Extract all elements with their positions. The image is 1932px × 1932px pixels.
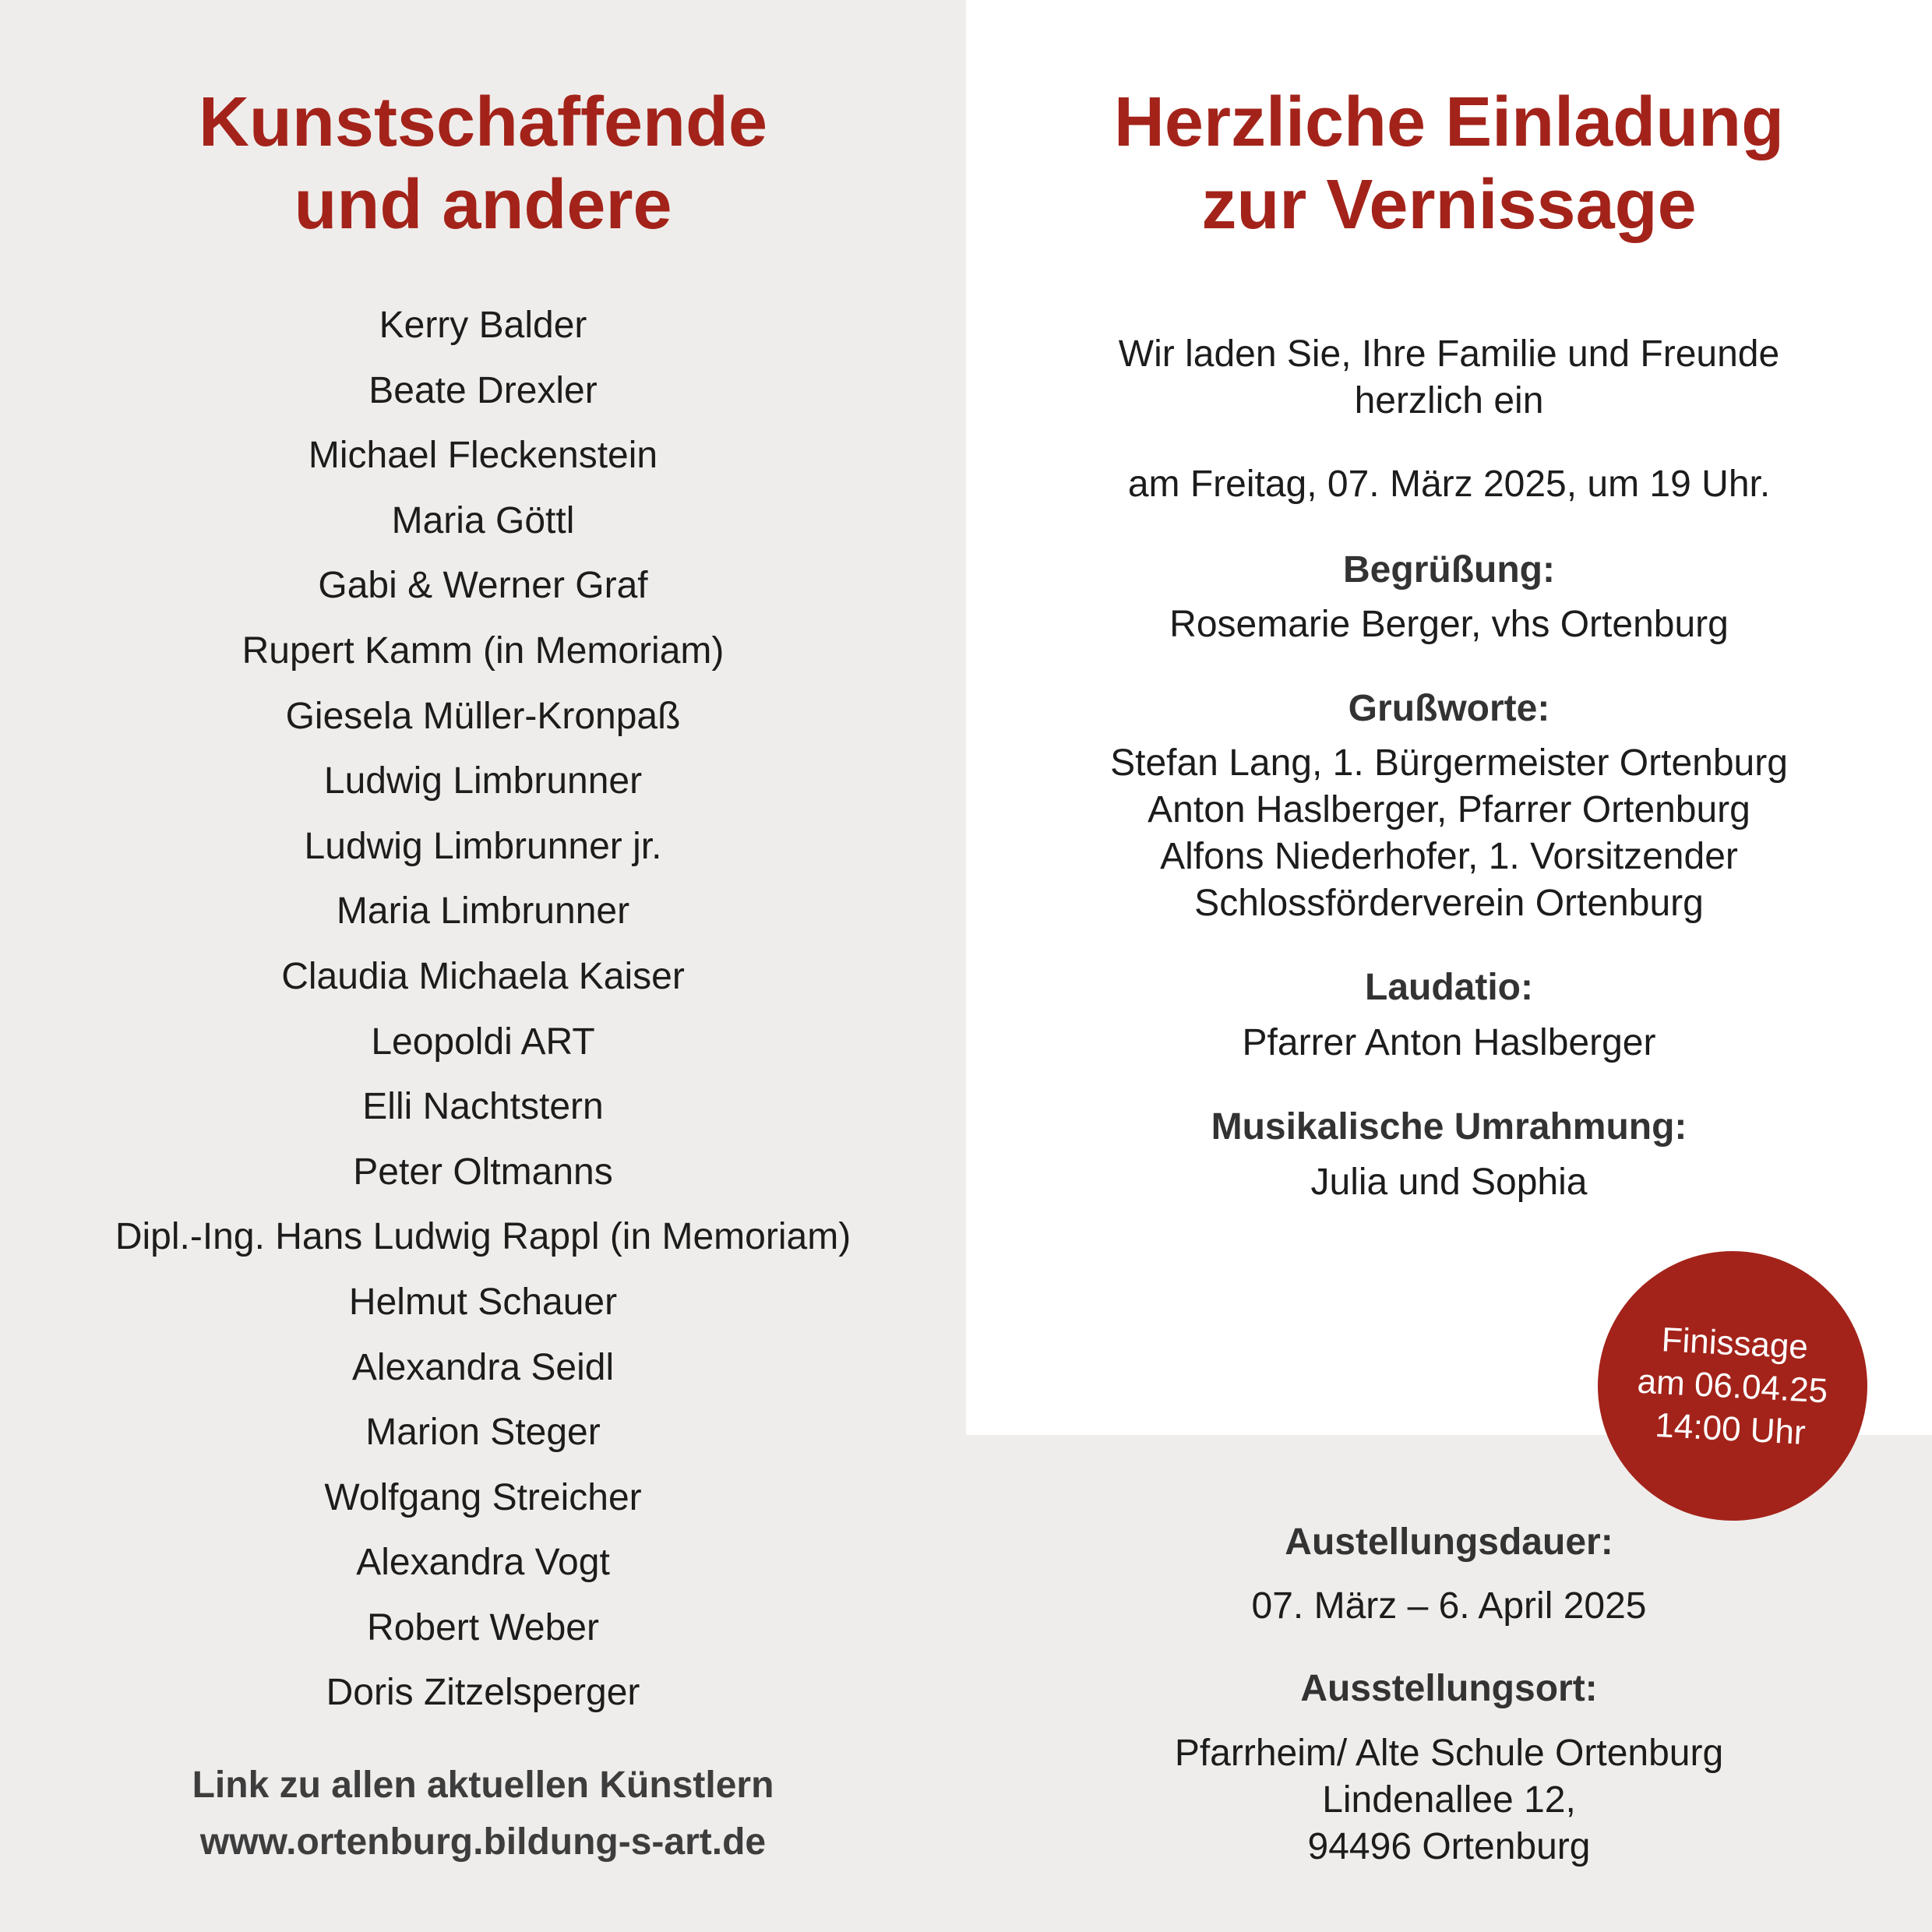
invitation-panel — [966, 0, 1932, 1435]
location-text — [966, 1730, 1932, 1870]
invite-text — [966, 331, 1932, 425]
artist-item: Gabi & Werner Graf — [318, 565, 648, 607]
artist-item: Maria Göttl — [391, 499, 575, 541]
laudatio-label: Laudatio: — [1365, 967, 1533, 1008]
invitation-heading — [966, 81, 1932, 246]
artist-item: Giesela Müller-Kronpaß — [285, 695, 681, 737]
artist-item: Ludwig Limbrunner jr. — [304, 825, 662, 867]
welcome-label: Begrüßung: — [1343, 549, 1555, 591]
badge-line-3: 14:00 Uhr — [1654, 1405, 1807, 1452]
event-date: am Freitag, 07. März 2025, um 19 Uhr. — [1127, 464, 1771, 505]
exhibition-info-panel — [966, 1435, 1932, 1932]
location-line: 94496 Ortenburg — [1307, 1826, 1591, 1867]
music-text: Julia und Sophia — [1310, 1162, 1588, 1203]
location-line: Lindenallee 12, — [1322, 1779, 1576, 1821]
artist-item: Claudia Michaela Kaiser — [281, 955, 685, 997]
artist-item: Alexandra Vogt — [356, 1542, 610, 1584]
greetings-line: Stefan Lang, 1. Bürgermeister Ortenburg — [1110, 742, 1788, 784]
invite-line-2: herzlich ein — [1354, 380, 1544, 421]
greetings-line: Anton Haslberger, Pfarrer Ortenburg — [1148, 789, 1750, 830]
badge-line-1: Finissage — [1660, 1320, 1810, 1366]
welcome-text: Rosemarie Berger, vhs Ortenburg — [1169, 604, 1729, 645]
artists-website-link[interactable]: www.ortenburg.bildung-s-art.de — [199, 1821, 767, 1863]
greetings-text — [966, 740, 1932, 927]
artist-item: Kerry Balder — [379, 305, 587, 346]
artist-list — [0, 293, 966, 1726]
music-label: Musikalische Umrahmung: — [1211, 1106, 1687, 1148]
greetings-label: Grußworte: — [1348, 688, 1550, 729]
artist-item: Beate Drexler — [368, 369, 598, 411]
duration-text: 07. März – 6. April 2025 — [1251, 1585, 1647, 1627]
artist-item: Maria Limbrunner — [336, 890, 630, 933]
artist-item: Rupert Kamm (in Memoriam) — [242, 629, 724, 672]
invite-line-1: Wir laden Sie, Ihre Familie und Freunde — [1118, 333, 1780, 375]
artist-item: Doris Zitzelsperger — [326, 1672, 640, 1714]
artist-item: Helmut Schauer — [348, 1281, 618, 1323]
artists-heading-line-2: und andere — [294, 166, 672, 244]
artist-item: Peter Oltmanns — [353, 1151, 613, 1193]
greetings-line: Schlossförderverein Ortenburg — [1194, 883, 1704, 924]
laudatio-text: Pfarrer Anton Haslberger — [1242, 1022, 1656, 1063]
artist-item: Alexandra Seidl — [351, 1346, 615, 1388]
artist-item: Robert Weber — [367, 1606, 599, 1648]
artist-item: Ludwig Limbrunner — [323, 760, 643, 802]
artists-heading — [0, 81, 966, 246]
badge-line-2: am 06.04.25 — [1636, 1362, 1829, 1410]
artist-item: Leopoldi ART — [371, 1021, 595, 1063]
artist-item: Michael Fleckenstein — [308, 435, 658, 477]
invitation-heading-line-1: Herzliche Einladung — [1113, 83, 1785, 161]
artist-item: Wolfgang Streicher — [324, 1476, 642, 1518]
duration-label: Austellungsdauer: — [1285, 1521, 1613, 1563]
invitation-heading-line-2: zur Vernissage — [1201, 166, 1697, 244]
artist-item: Elli Nachtstern — [362, 1086, 604, 1128]
artist-item: Dipl.-Ing. Hans Ludwig Rappl (in Memoriam) — [115, 1216, 851, 1258]
greetings-line: Alfons Niederhofer, 1. Vorsitzender — [1160, 836, 1738, 877]
location-line: Pfarrheim/ Alte Schule Ortenburg — [1174, 1733, 1724, 1774]
artist-item: Marion Steger — [365, 1412, 601, 1454]
artists-link-block — [0, 1757, 966, 1870]
artists-heading-line-1: Kunstschaffende — [198, 83, 768, 161]
artists-link-label: Link zu allen aktuellen Künstlern — [192, 1765, 774, 1806]
location-label: Ausstellungsort: — [1300, 1668, 1598, 1709]
